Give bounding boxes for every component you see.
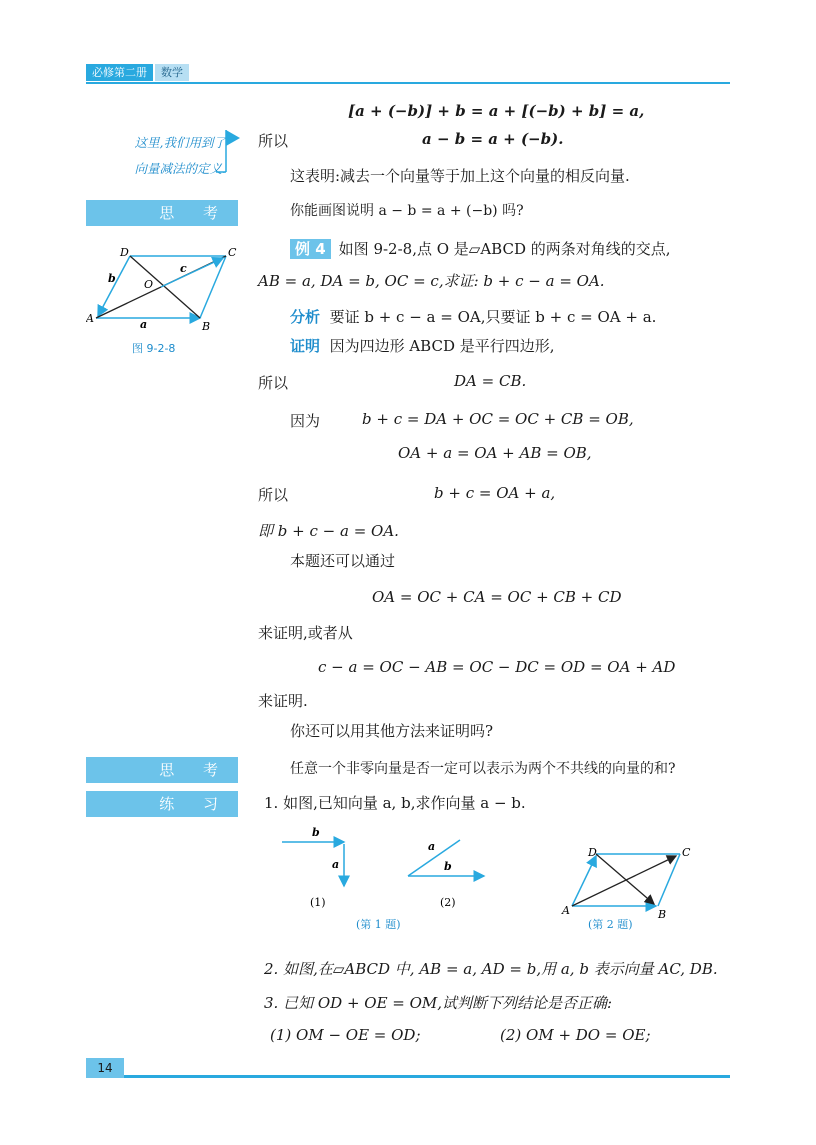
conclusion-line: 即 b + c − a = OA. [258,522,399,540]
label-b: b [108,272,116,285]
example-text: 如图 9-2-8,点 O 是▱ABCD 的两条对角线的交点, [338,240,671,258]
exercise-1: 1. 如图,已知向量 a, b,求作向量 a − b. [264,794,526,812]
header-badge [86,64,189,81]
alt-intro: 本题还可以通过 [290,552,396,570]
para-label-B: B [658,908,667,921]
fig1-caption: (第 1 题) [356,918,401,931]
label-B: B [202,320,211,333]
para-db [596,854,654,904]
fig2-label-b: b [444,860,452,873]
edge-bc [200,256,226,318]
proof-text: 因为四边形 ABCD 是平行四边形, [329,337,555,355]
proof-line [290,335,555,356]
equation-because-1: b + c = DA + OC = OC + CB = OB, [362,410,634,428]
equation-2: a − b = a + (−b). [422,130,564,148]
equation-1: [a + (−b)] + b = a + [(−b) + b] = a, [348,102,645,120]
example-4-line1 [290,238,671,259]
proof-keyword: 证明 [290,337,321,355]
fig1-sub2: (2) [440,896,456,909]
figure-caption: 图 9-2-8 [132,342,176,355]
fig1-label-a: a [332,858,340,871]
subject-label: 数学 [155,64,189,81]
equation-because-2: OA + a = OA + AB = OB, [398,444,592,462]
question-1: 你能画图说明 a − b = a + (−b) 吗? [290,203,524,219]
analysis-line [290,306,656,327]
so-label-1: 所以 [258,132,289,150]
margin-note [86,130,226,182]
fig1-label-b: b [312,826,320,839]
footer-rule [124,1075,730,1078]
vector-da [98,256,130,316]
example-badge: 例 4 [290,239,331,259]
think-heading-1: 思 考 [86,200,238,226]
exercise-2: 2. 如图,在▱ABCD 中, AB = a, AD = b,用 a, b 表示向量 AC, DB. [264,960,718,978]
header-rule [86,82,730,84]
example-4-line2: AB = a, DA = b, OC = c,求证: b + c − a = OA. [258,272,605,290]
label-a: a [140,318,148,331]
para-bc [658,854,680,906]
para-label-A: A [562,904,570,917]
so-label-2: 所以 [258,374,289,392]
diagonal-db [130,256,200,318]
label-C: C [228,246,237,259]
para-label-D: D [588,846,597,859]
think-heading-2: 思 考 [86,757,238,783]
vector-oc [161,258,223,287]
question-2: 你还可以用其他方法来证明吗? [290,722,494,740]
alt-equation-1: OA = OC + CA = OC + CB + CD [372,588,622,606]
exercise-3-2: (2) OM + DO = OE; [500,1026,651,1044]
label-D: D [120,246,129,259]
exercise-figures [270,822,730,934]
para-label-C: C [682,846,691,859]
label-O: O [144,278,154,291]
equation-da-cb: DA = CB. [454,372,527,390]
alt-equation-2: c − a = OC − AB = OC − DC = OD = OA + AD [318,658,676,676]
think-question-2: 任意一个非零向量是否一定可以表示为两个不共线的向量的和? [290,761,676,777]
practice-heading: 练 习 [86,791,238,817]
prove-end-line: 来证明. [258,692,308,710]
exercise-3-1: (1) OM − OE = OD; [270,1026,421,1044]
margin-note-line1: 这里,我们用到了 [134,135,226,150]
page-number: 14 [86,1058,124,1078]
statement-text: 这表明:减去一个向量等于加上这个向量的相反向量. [290,167,630,185]
fig1-sub1: (1) [310,896,326,909]
fig2-label-a: a [428,840,436,853]
analysis-keyword: 分析 [290,308,321,326]
so-label-3: 所以 [258,486,289,504]
flag-icon [216,128,242,174]
margin-note-line2: 向量减法的定义. [134,161,226,176]
because-label: 因为 [290,412,321,430]
para-ad [572,856,596,906]
equation-so-3: b + c = OA + a, [434,484,556,502]
prove-or-line: 来证明,或者从 [258,624,353,642]
label-c: c [180,262,187,275]
analysis-text: 要证 b + c − a = OA,只要证 b + c = OA + a. [329,308,657,326]
book-label: 必修第二册 [86,64,153,81]
exercise-3: 3. 已知 OD + OE = OM,试判断下列结论是否正确: [264,994,613,1012]
label-A: A [86,312,94,325]
figure-9-2-8 [86,238,246,338]
fig2-caption: (第 2 题) [588,918,633,931]
